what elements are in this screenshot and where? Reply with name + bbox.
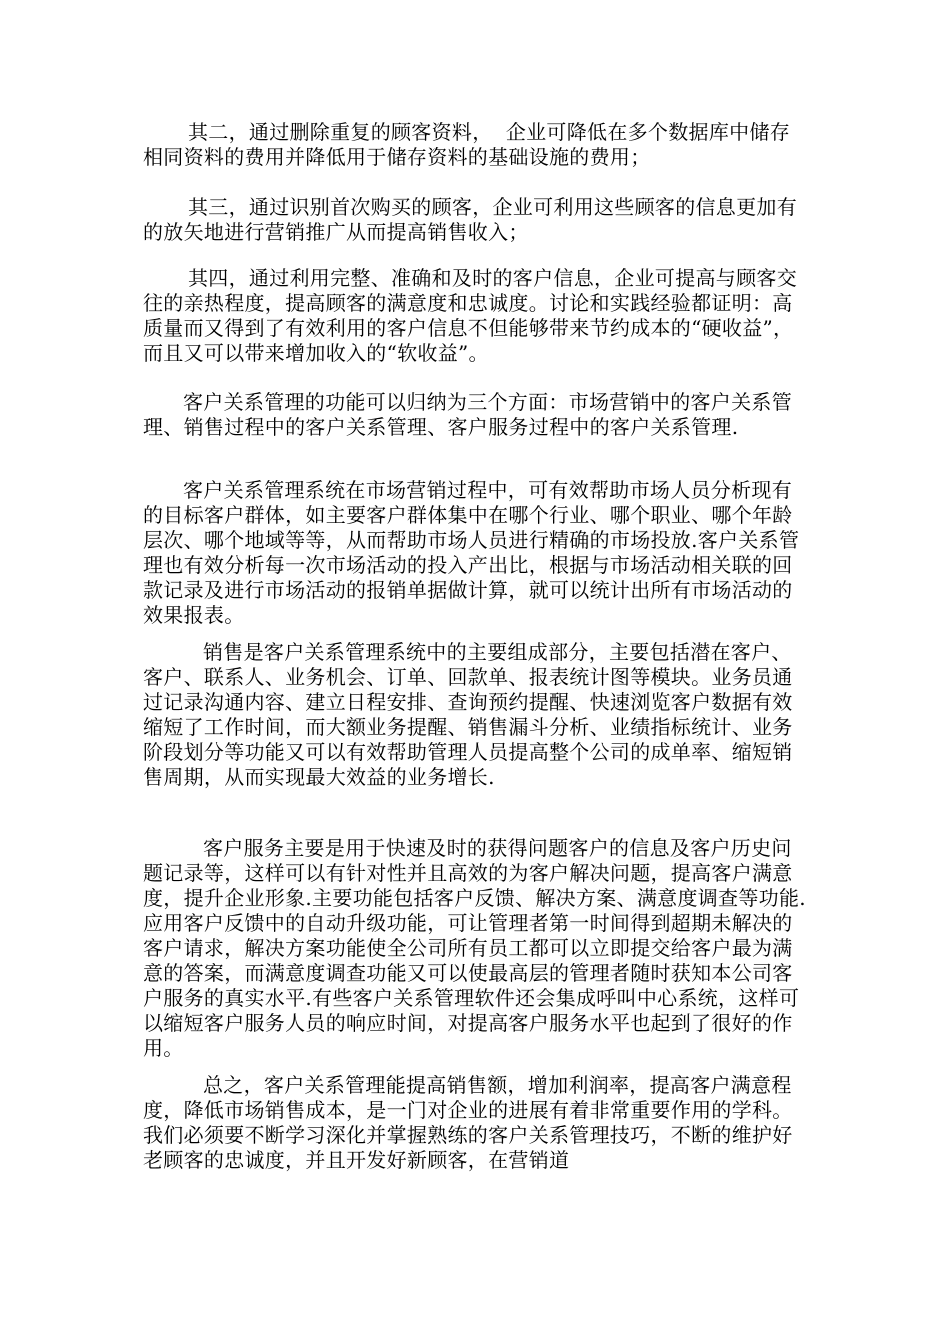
paragraph-sales: 销售是客户关系管理系统中的主要组成部分，主要包括潜在客户、客户、联系人、业务机会、订单、回款单、报表统计图等模块。业务员通过记录沟通内容、建立日程安排、查询预约提醒、快速浏览客户数据有效缩短了工作时间，而大额业务提醒、销售漏斗分析、业绩指标统计、业务阶段划分等功能又可以有效帮助管理人员提高整个公司的成单率、缩短销售周期，从而实现最大效益的业务增长. bbox=[143, 640, 793, 789]
paragraph-customer-service: 客户服务主要是用于快速及时的获得问题客户的信息及客户历史问题记录等，这样可以有针对性并且高效的为客户解决问题，提高客户满意度，提升企业形象.主要功能包括客户反馈、解决方案、满意度调查等功能.应用客户反馈中的自动升级功能，可让管理者第一时间得到超期未解决的客户请求，解决方案功能使全公司所有员工都可以立即提交给客户最为满意的答案，而满意度调查功能又可以使最高层的管理者随时获知本公司客户服务的真实水平.有些客户关系管理软件还会集成呼叫中心系统，这样可以缩短客户服务人员的响应时间，对提高客户服务水平也起到了很好的作用。 bbox=[143, 836, 806, 1060]
paragraph-point-four: 其四，通过利用完整、准确和及时的客户信息，企业可提高与顾客交往的亲热程度，提高顾客的满意度和忠诚度。讨论和实践经验都证明：高质量而又得到了有效利用的客户信息不但能够带来节约成本的“硬收益”，而且又可以带来增加收入的“软收益”。 bbox=[143, 266, 797, 365]
paragraph-point-two: 其二，通过删除重复的顾客资料， 企业可降低在多个数据库中储存相同资料的费用并降低用于储存资料的基础设施的费用； bbox=[143, 120, 791, 169]
paragraph-marketing: 客户关系管理系统在市场营销过程中，可有效帮助市场人员分析现有的目标客户群体，如主要客户群体集中在哪个行业、哪个职业、哪个年龄层次、哪个地域等等，从而帮助市场人员进行精确的市场投放.客户关系管理也有效分析每一次市场活动的投入产出比，根据与市场活动相关联的回款记录及进行市场活动的报销单据做计算，就可以统计出所有市场活动的效果报表。 bbox=[143, 478, 800, 627]
paragraph-point-three: 其三，通过识别首次购买的顾客，企业可利用这些顾客的信息更加有的放矢地进行营销推广从而提高销售收入； bbox=[143, 195, 797, 244]
paragraph-crm-functions: 客户关系管理的功能可以归纳为三个方面：市场营销中的客户关系管理、销售过程中的客户关系管理、客户服务过程中的客户关系管理. bbox=[143, 390, 792, 439]
paragraph-conclusion: 总之，客户关系管理能提高销售额，增加利润率，提高客户满意程度，降低市场销售成本，是一门对企业的进展有着非常重要作用的学科。我们必须要不断学习深化并掌握熟练的客户关系管理技巧，不断的维护好老顾客的忠诚度，并且开发好新顾客，在营销道 bbox=[143, 1073, 793, 1172]
